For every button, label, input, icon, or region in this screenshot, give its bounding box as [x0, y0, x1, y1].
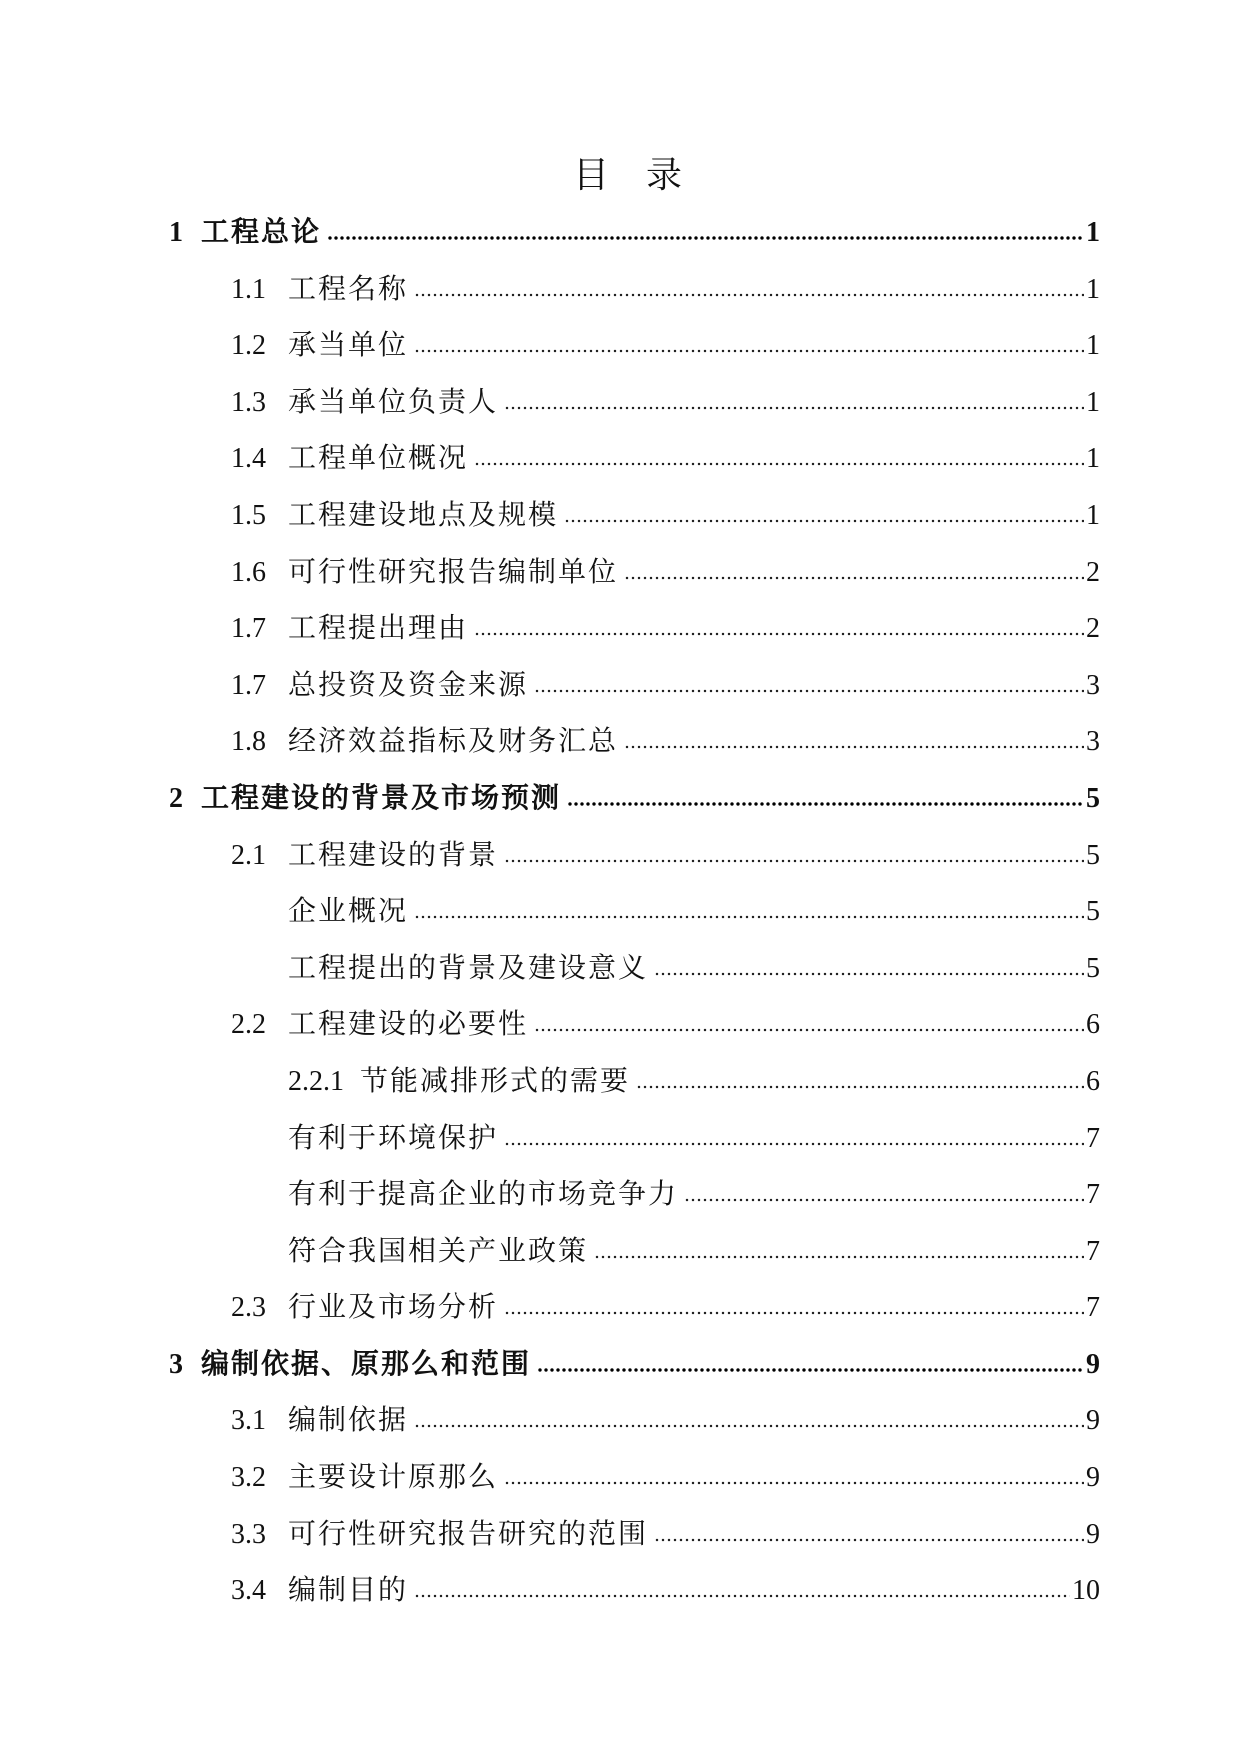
toc-entry [169, 941, 1100, 998]
toc-entry-page-number: 5 [1086, 896, 1100, 928]
toc-entry-page-number: 1 [1086, 499, 1100, 531]
dot-leader [504, 1310, 1084, 1316]
toc-entry [169, 658, 1100, 715]
toc-entry-number: 1.6 [231, 556, 266, 588]
toc-chapter-entry [169, 1337, 1100, 1394]
dot-leader [567, 801, 1084, 807]
dot-leader [504, 1141, 1084, 1147]
toc-entry-title: 可行性研究报告研究的范围 [288, 1518, 649, 1550]
dot-leader [537, 1367, 1084, 1373]
toc-entry-number: 3.1 [231, 1405, 266, 1437]
toc-entry-title: 工程建设地点及规模 [288, 499, 559, 531]
dot-leader [624, 575, 1084, 581]
toc-entry-number: 1.5 [231, 499, 266, 531]
toc-entry-title: 编制依据 [288, 1405, 409, 1437]
toc-entry-number: 1.7 [231, 669, 266, 701]
toc-entry-title: 有利于提高企业的市场竞争力 [288, 1179, 679, 1211]
dot-leader [504, 1480, 1084, 1486]
toc-entry-number: 1.2 [231, 330, 266, 362]
toc-entry-title: 行业及市场分析 [288, 1292, 499, 1324]
toc-entry-page-number: 1 [1086, 217, 1100, 248]
toc-entry-page-number: 5 [1086, 952, 1100, 984]
toc-entry-title: 工程名称 [288, 273, 409, 305]
toc-entry-title: 经济效益指标及财务汇总 [288, 726, 619, 758]
toc-entry [169, 884, 1100, 941]
toc-entry-title: 工程提出理由 [288, 613, 469, 645]
toc-entry-title: 工程总论 [201, 217, 322, 248]
toc-entry-page-number: 2 [1086, 556, 1100, 588]
toc-entry-number: 2.2 [231, 1009, 266, 1041]
toc-entry-page-number: 7 [1086, 1292, 1100, 1324]
toc-entry-title: 工程建设的背景 [288, 839, 499, 871]
toc-entry-page-number: 10 [1072, 1575, 1100, 1607]
dot-leader [414, 292, 1084, 298]
toc-heading: 目 录 [572, 155, 696, 195]
toc-entry [169, 714, 1100, 771]
dot-leader [474, 631, 1084, 637]
toc-entry-page-number: 1 [1086, 273, 1100, 305]
toc-list [169, 205, 1100, 1620]
toc-entry [169, 1054, 1100, 1111]
toc-entry-page-number: 7 [1086, 1235, 1100, 1267]
toc-entry-number: 1 [169, 217, 183, 248]
toc-entry-number: 2.3 [231, 1292, 266, 1324]
toc-entry-page-number: 5 [1086, 782, 1100, 814]
toc-entry [169, 545, 1100, 602]
dot-leader [504, 405, 1084, 411]
toc-entry-number: 3 [169, 1348, 183, 1380]
toc-entry [169, 431, 1100, 488]
dot-leader [414, 914, 1084, 920]
dot-leader [534, 1027, 1084, 1033]
dot-leader [684, 1197, 1084, 1203]
toc-entry-number: 1.4 [231, 443, 266, 475]
toc-entry-page-number: 9 [1086, 1348, 1100, 1380]
toc-entry-title: 总投资及资金来源 [288, 669, 529, 701]
dot-leader [474, 461, 1084, 467]
dot-leader [654, 1537, 1084, 1543]
toc-entry-number: 2.1 [231, 839, 266, 871]
toc-entry [169, 262, 1100, 319]
toc-entry-page-number: 2 [1086, 613, 1100, 645]
toc-entry-title: 承当单位 [288, 330, 409, 362]
toc-entry [169, 1393, 1100, 1450]
dot-leader [327, 235, 1084, 241]
toc-entry-title: 编制依据、原那么和范围 [201, 1348, 532, 1380]
toc-entry-page-number: 6 [1086, 1009, 1100, 1041]
toc-entry-page-number: 9 [1086, 1518, 1100, 1550]
toc-entry-number: 2.2.1 [288, 1065, 344, 1097]
dot-leader [504, 858, 1084, 864]
toc-entry-page-number: 5 [1086, 839, 1100, 871]
dot-leader [414, 1593, 1070, 1599]
toc-entry-title: 有利于环境保护 [288, 1122, 499, 1154]
toc-entry [169, 318, 1100, 375]
toc-entry-title: 工程单位概况 [288, 443, 469, 475]
toc-entry-page-number: 7 [1086, 1122, 1100, 1154]
toc-entry-page-number: 3 [1086, 669, 1100, 701]
toc-entry-page-number: 1 [1086, 330, 1100, 362]
toc-entry [169, 1450, 1100, 1507]
toc-chapter-entry [169, 205, 1100, 262]
dot-leader [534, 688, 1084, 694]
toc-entry [169, 1111, 1100, 1168]
toc-entry-title: 工程建设的背景及市场预测 [201, 782, 562, 814]
toc-entry-number: 3.4 [231, 1575, 266, 1607]
dot-leader [654, 971, 1084, 977]
toc-entry [169, 1563, 1100, 1620]
toc-entry-page-number: 1 [1086, 443, 1100, 475]
toc-entry-page-number: 6 [1086, 1065, 1100, 1097]
toc-entry [169, 828, 1100, 885]
toc-chapter-entry [169, 771, 1100, 828]
toc-entry-page-number: 3 [1086, 726, 1100, 758]
toc-entry-page-number: 9 [1086, 1462, 1100, 1494]
toc-entry-title: 工程提出的背景及建设意义 [288, 952, 649, 984]
toc-entry-number: 2 [169, 782, 183, 814]
dot-leader [594, 1254, 1084, 1260]
dot-leader [564, 518, 1084, 524]
toc-entry-title: 符合我国相关产业政策 [288, 1235, 589, 1267]
toc-entry-title: 主要设计原那么 [288, 1462, 499, 1494]
toc-entry [169, 1167, 1100, 1224]
dot-leader [636, 1084, 1084, 1090]
toc-entry [169, 997, 1100, 1054]
toc-entry-title: 企业概况 [288, 896, 409, 928]
dot-leader [624, 744, 1084, 750]
toc-entry-number: 1.7 [231, 613, 266, 645]
dot-leader [414, 348, 1084, 354]
toc-entry-number: 3.3 [231, 1518, 266, 1550]
toc-entry-number: 1.8 [231, 726, 266, 758]
toc-entry-number: 1.3 [231, 386, 266, 418]
toc-entry [169, 375, 1100, 432]
dot-leader [414, 1423, 1084, 1429]
toc-entry-title: 工程建设的必要性 [288, 1009, 529, 1041]
toc-entry-title: 编制目的 [288, 1575, 409, 1607]
toc-entry-number: 1.1 [231, 273, 266, 305]
toc-entry-page-number: 7 [1086, 1179, 1100, 1211]
toc-entry [169, 1280, 1100, 1337]
toc-entry [169, 1507, 1100, 1564]
toc-entry [169, 601, 1100, 658]
toc-entry [169, 1224, 1100, 1281]
toc-entry-title: 节能减排形式的需要 [360, 1065, 631, 1097]
toc-entry [169, 488, 1100, 545]
toc-entry-page-number: 1 [1086, 386, 1100, 418]
toc-entry-title: 可行性研究报告编制单位 [288, 556, 619, 588]
toc-entry-title: 承当单位负责人 [288, 386, 499, 418]
toc-entry-page-number: 9 [1086, 1405, 1100, 1437]
toc-entry-number: 3.2 [231, 1462, 266, 1494]
